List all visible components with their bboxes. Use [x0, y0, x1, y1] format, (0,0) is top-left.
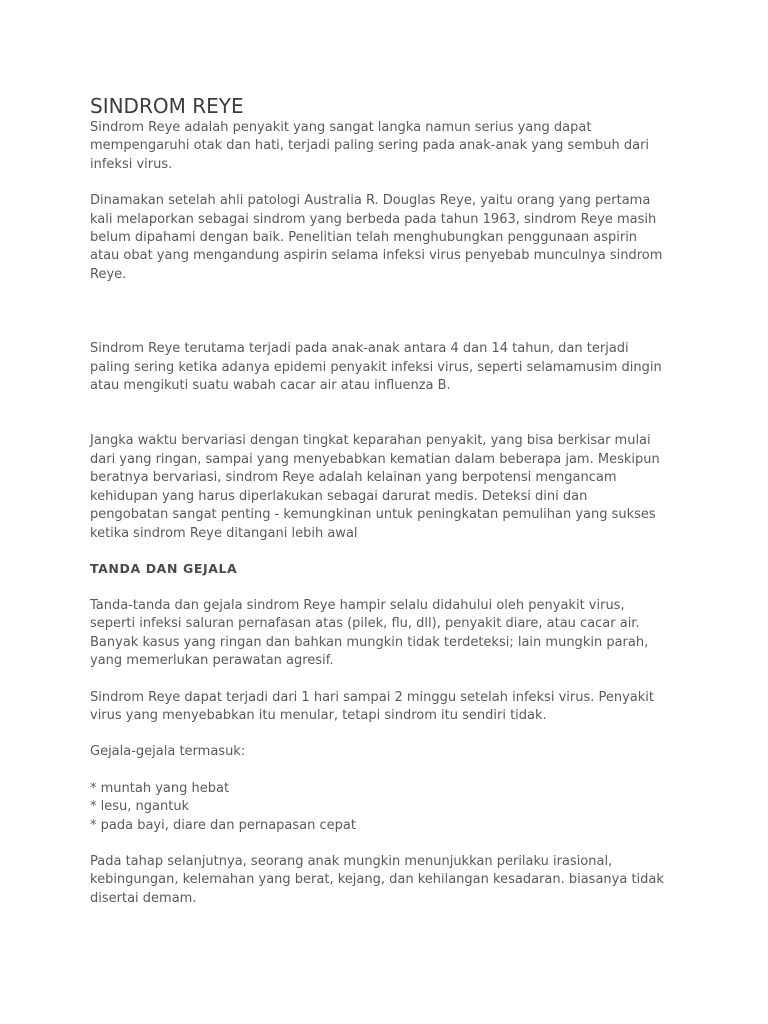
text-line: Banyak kasus yang ringan dan bahkan mungkin tidak terdeteksi; lain mungkin parah, — [90, 634, 649, 650]
text-line: atau obat yang mengandung aspirin selama infeksi virus penyebab munculnya sindrom — [90, 248, 663, 264]
text-line: Gejala-gejala termasuk: — [90, 744, 246, 760]
text-line: seperti infeksi saluran pernafasan atas (pilek, flu, dll), penyakit diare, atau cacar air. — [90, 616, 640, 632]
paragraph-history — [90, 192, 690, 284]
text-line: kali melaporkan sebagai sindrom yang berbeda pada tahun 1963, sindrom Reye masih — [90, 211, 657, 227]
text-line: Sindrom Reye terutama terjadi pada anak-anak antara 4 dan 14 tahun, dan terjadi — [90, 341, 629, 357]
text-line: ketika sindrom Reye ditangani lebih awal — [90, 525, 358, 541]
text-line: pengobatan sangat penting - kemungkinan untuk peningkatan pemulihan yang sukses — [90, 507, 656, 523]
text-line: Jangka waktu bervariasi dengan tingkat keparahan penyakit, yang bisa berkisar mulai — [90, 433, 651, 449]
paragraph-onset — [90, 689, 690, 726]
text-line: virus yang menyebabkan itu menular, tetapi sindrom itu sendiri tidak. — [90, 707, 547, 723]
text-line: Sindrom Reye adalah penyakit yang sangat langka namun serius yang dapat — [90, 120, 592, 135]
list-item: * muntah yang hebat — [90, 780, 230, 796]
text-line: dari yang ringan, sampai yang menyebabkan kematian dalam beberapa jam. Meskipun — [90, 451, 660, 467]
paragraph-later-stage — [90, 853, 690, 908]
text-line: Dinamakan setelah ahli patologi Australia R. Douglas Reye, yaitu orang yang pertama — [90, 193, 651, 209]
text-line: yang memerlukan perawatan agresif. — [90, 653, 334, 669]
text-line: infeksi virus. — [90, 156, 173, 172]
section-heading: TANDA DAN GEJALA — [90, 560, 238, 576]
text-line: beratnya bervariasi, sindrom Reye adalah kelainan yang berpotensi mengancam — [90, 470, 617, 486]
text-line: Sindrom Reye dapat terjadi dari 1 hari sampai 2 minggu setelah infeksi virus. Penyakit — [90, 689, 655, 705]
paragraph-signs — [90, 597, 690, 671]
text-line: disertai demam. — [90, 890, 197, 906]
text-line: Tanda-tanda dan gejala sindrom Reye hampir selalu didahului oleh penyakit virus, — [90, 597, 625, 613]
list-item: * pada bayi, diare dan pernapasan cepat — [90, 817, 356, 833]
text-line: paling sering ketika adanya epidemi penyakit infeksi virus, seperti selamamusim dingin — [90, 359, 662, 375]
paragraph-intro — [90, 119, 690, 174]
document-page — [90, 94, 690, 908]
text-line: Reye. — [90, 266, 127, 282]
text-line: kebingungan, kelemahan yang berat, kejang, dan kehilangan kesadaran. biasanya tidak — [90, 872, 664, 888]
text-line: Pada tahap selanjutnya, seorang anak mungkin menunjukkan perilaku irasional, — [90, 853, 613, 869]
paragraph-symptoms-intro — [90, 743, 690, 761]
symptom-list — [90, 780, 690, 835]
text-line: mempengaruhi otak dan hati, terjadi paling sering pada anak-anak yang sembuh dari — [90, 138, 650, 154]
list-item: * lesu, ngantuk — [90, 799, 190, 815]
text-line: belum dipahami dengan baik. Penelitian telah menghubungkan penggunaan aspirin — [90, 230, 638, 246]
paragraph-age-range — [90, 340, 690, 395]
text-line: atau mengikuti suatu wabah cacar air atau influenza B. — [90, 378, 451, 394]
page-title: SINDROM REYE — [90, 94, 244, 118]
text-line: kehidupan yang harus diperlakukan sebagai darurat medis. Deteksi dini dan — [90, 488, 588, 504]
paragraph-severity — [90, 432, 690, 542]
